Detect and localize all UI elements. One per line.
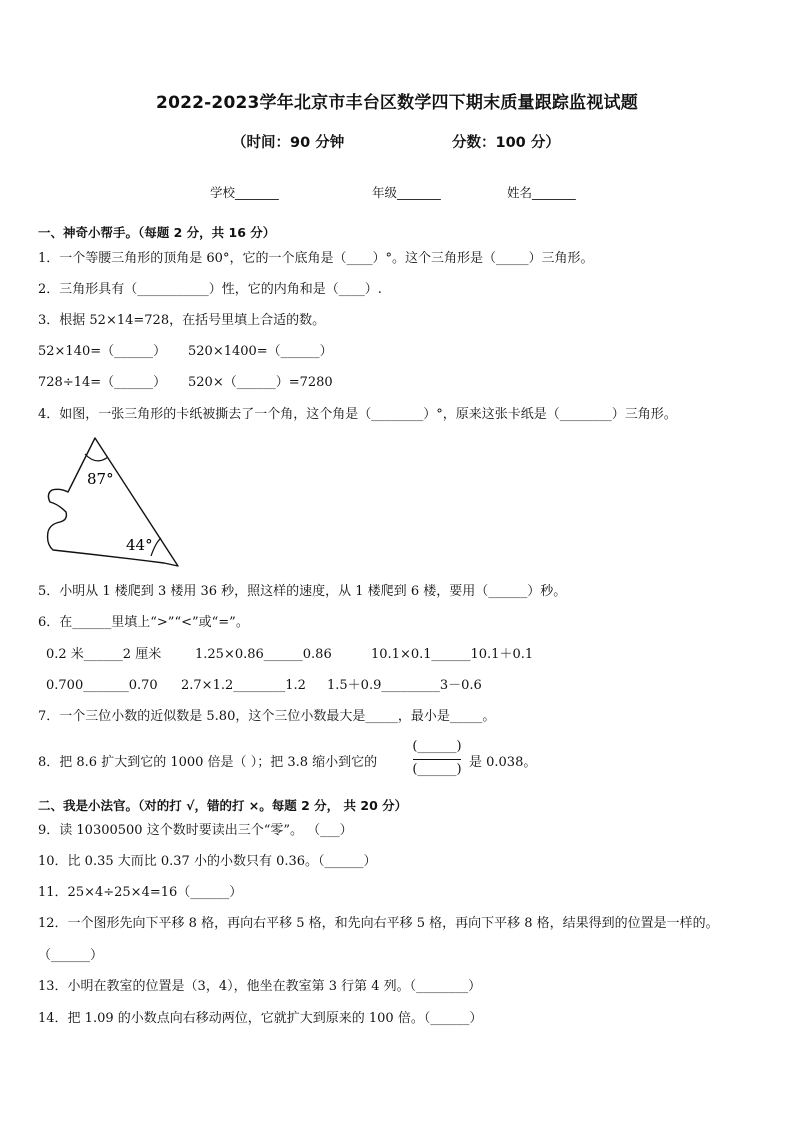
fraction-numerator[interactable]: (______) <box>412 739 462 754</box>
top-angle-arc <box>85 454 108 461</box>
page-title: 2022-2023学年北京市丰台区数学四下期末质量跟踪监视试题 <box>156 93 638 113</box>
question-3-a: 52×140=（______） <box>38 344 167 359</box>
question-8-fraction[interactable] <box>411 737 463 781</box>
school-field[interactable]: 学校_______ <box>210 185 279 200</box>
question-6: 6．在______里填上“>”“<”或“=”。 <box>38 615 249 630</box>
question-3-c: 728÷14=（______） <box>38 375 167 390</box>
question-6-b: 1.25×0.86______0.86 <box>195 647 332 662</box>
exam-time: （时间：90 分钟 <box>232 135 345 151</box>
question-3-b: 520×1400=（______） <box>188 344 333 359</box>
name-field[interactable]: 姓名_______ <box>507 185 576 200</box>
grade-field[interactable]: 年级_______ <box>372 185 441 200</box>
torn-triangle-figure <box>38 432 188 572</box>
question-11: 11．25×4÷25×4=16（______） <box>38 885 243 900</box>
question-5: 5．小明从 1 楼爬到 3 楼用 36 秒，照这样的速度，从 1 楼爬到 6 楼，要用（______）秒。 <box>38 584 567 599</box>
fraction-bar <box>413 759 461 760</box>
angle-label-44: 44° <box>126 536 153 554</box>
question-3-d: 520×（______）=7280 <box>188 375 333 390</box>
question-12-answer[interactable]: （______） <box>38 948 104 963</box>
question-10: 10．比 0.35 大而比 0.37 小的小数只有 0.36。（______） <box>38 854 377 869</box>
question-8-part-1: 8．把 8.6 扩大到它的 1000 倍是（ ）；把 3.8 缩小到它的 <box>38 755 378 770</box>
question-6-c: 10.1×0.1______10.1＋0.1 <box>371 647 534 662</box>
question-4: 4．如图，一张三角形的卡纸被撕去了一个角，这个角是（________）°，原来这张卡纸是（________）三角形。 <box>38 407 677 422</box>
exam-score: 分数：100 分） <box>452 135 560 151</box>
question-7: 7．一个三位小数的近似数是 5.80，这个三位小数最大是_____，最小是_____。 <box>38 709 496 724</box>
question-6-f: 1.5＋0.9_________3－0.6 <box>327 678 482 693</box>
triangle-outline <box>48 438 178 566</box>
question-1: 1．一个等腰三角形的顶角是 60°，它的一个底角是（____）°。这个三角形是（_____）三角形。 <box>38 251 594 266</box>
question-13: 13．小明在教室的位置是（3，4），他坐在教室第 3 行第 4 列。（________） <box>38 979 482 994</box>
question-14: 14．把 1.09 的小数点向右移动两位，它就扩大到原来的 100 倍。（______） <box>38 1011 483 1026</box>
question-3: 3．根据 52×14=728，在括号里填上合适的数。 <box>38 313 326 328</box>
question-12: 12．一个图形先向下平移 8 格，再向右平移 5 格，和先向右平移 5 格，再向下平移 8 格，结果得到的位置是一样的。 <box>38 916 719 931</box>
question-8-part-2: 是 0.038。 <box>469 755 537 770</box>
section-1-heading: 一、神奇小帮手。（每题 2 分，共 16 分） <box>38 225 276 240</box>
question-2: 2．三角形具有（___________）性，它的内角和是（____）. <box>38 282 382 297</box>
fraction-denominator[interactable]: (______) <box>412 762 462 777</box>
question-6-a: 0.2 米______2 厘米 <box>46 647 162 662</box>
question-6-e: 2.7×1.2________1.2 <box>181 678 306 693</box>
question-6-d: 0.700_______0.70 <box>46 678 158 693</box>
angle-label-87: 87° <box>87 470 114 488</box>
question-9: 9．读 10300500 这个数时要读出三个“零”。 （___） <box>38 823 353 838</box>
section-2-heading: 二、我是小法官。（对的打 √，错的打 ×。每题 2 分， 共 20 分） <box>38 798 408 813</box>
